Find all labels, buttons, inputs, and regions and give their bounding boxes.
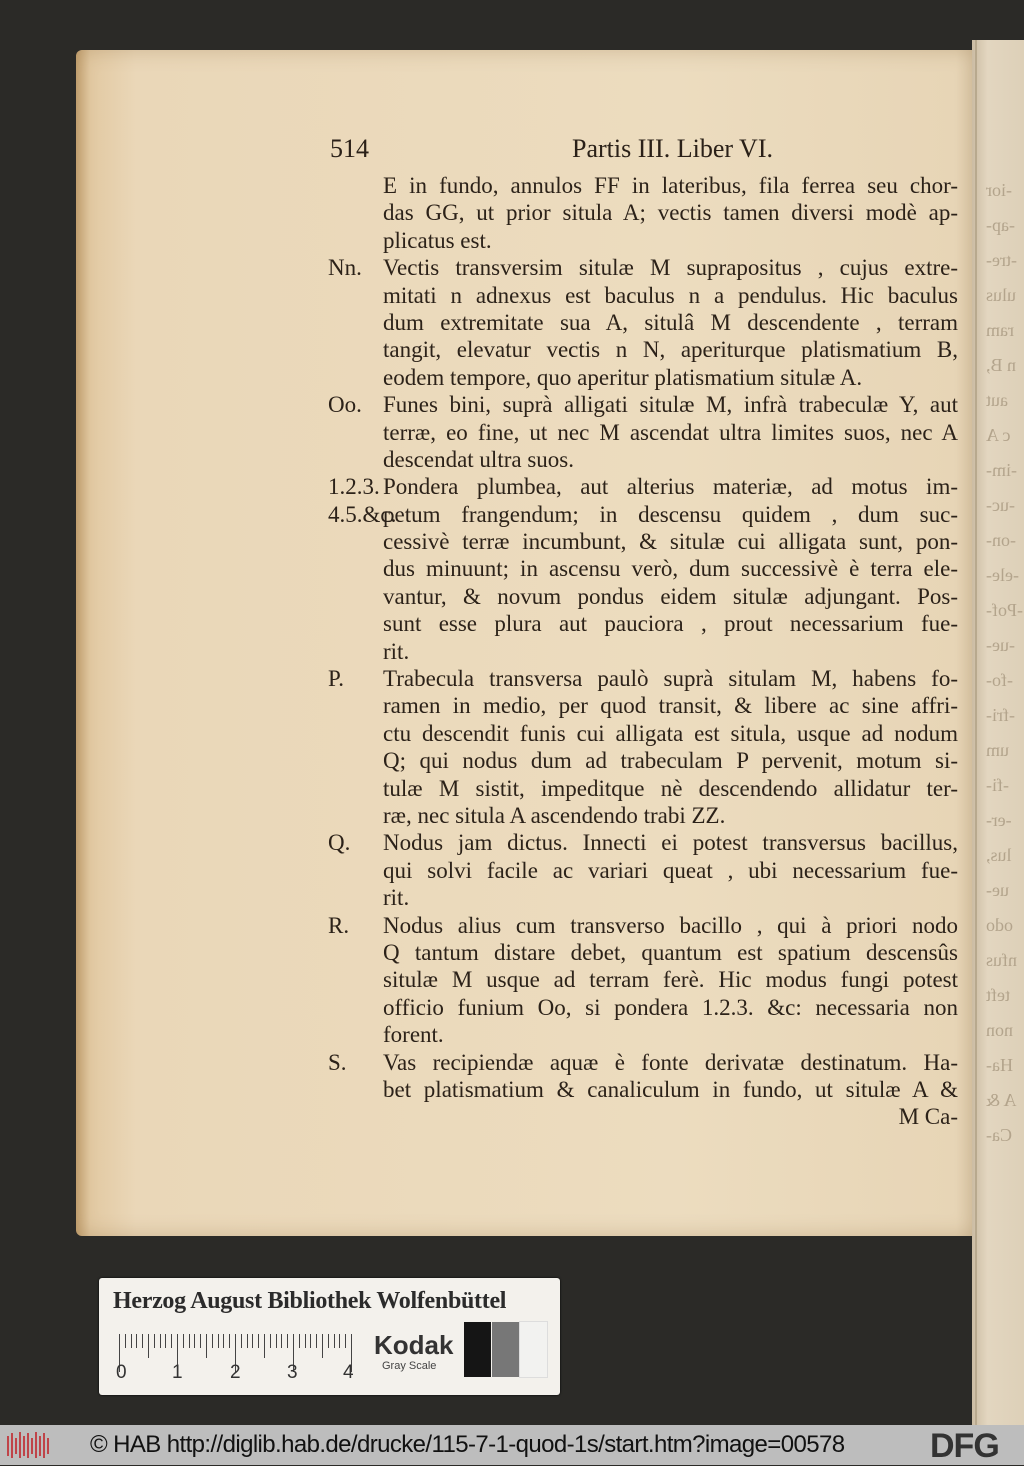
ruler-tick <box>258 1334 259 1348</box>
text-line <box>328 610 958 637</box>
text-line <box>328 692 958 719</box>
ruler-number: 2 <box>230 1362 241 1383</box>
white-swatch <box>520 1322 547 1377</box>
catchword-line <box>328 1103 958 1130</box>
line-text: dum extremitate sua A, situlâ M descendente , terram <box>383 309 958 335</box>
line-text: cessivè terræ incumbunt, & situlæ cui alligata sunt, pon- <box>383 529 958 555</box>
line-text: vantur, & novum pondus eidem situlæ adjungant. Pos- <box>383 583 958 609</box>
text-line <box>328 747 958 774</box>
line-text: mitati n adnexus est baculus n a pendulus. Hic baculus <box>383 282 958 308</box>
bleed-through-fragment: -im- <box>986 460 1017 480</box>
text-line <box>328 829 958 856</box>
ruler-tick <box>310 1334 311 1348</box>
text-line <box>328 802 958 829</box>
bleed-through-fragment: -ele- <box>986 565 1019 585</box>
line-text: officio funium Oo, si pondera 1.2.3. &c: necessaria non <box>383 994 958 1020</box>
page-gutter <box>975 40 977 1425</box>
line-text: Q tantum distare debet, quantum est spatium descensûs <box>383 939 958 965</box>
bleed-through-fragment: -Pof- <box>986 600 1023 620</box>
ruler-tick <box>270 1334 271 1348</box>
bleed-through-fragment: -uc- <box>986 495 1015 515</box>
black-swatch <box>464 1322 491 1377</box>
running-head-title: Partis III. Liber VI. <box>572 134 773 163</box>
line-text: descendat ultra suos. <box>383 446 574 472</box>
ruler-tick <box>276 1334 277 1348</box>
dfg-logo: DFG <box>930 1427 999 1465</box>
text-line <box>328 884 958 911</box>
bleed-through-fragment: -on- <box>986 530 1016 550</box>
bleed-through-fragment: -er- <box>986 810 1012 830</box>
text-line <box>328 364 958 391</box>
bleed-through-fragment: Ha- <box>986 1055 1013 1075</box>
text-line <box>328 939 958 966</box>
bleed-through-fragment: aut <box>986 390 1008 410</box>
text-line <box>328 665 958 692</box>
ruler-tick <box>142 1334 143 1348</box>
line-text: qui solvi facile ac variari queat , ubi necessarium fue- <box>383 857 958 883</box>
line-text: ctu descendit funis cui alligata est situla, usque ad nodum <box>383 720 958 746</box>
ruler-tick <box>305 1334 306 1348</box>
line-text: ræ, nec situla A ascendendo trabi ZZ. <box>383 802 726 828</box>
text-line <box>328 501 958 528</box>
line-text: rit. <box>383 638 410 664</box>
text-line <box>328 857 958 884</box>
line-text: eodem tempore, quo aperitur platismatium situlæ A. <box>383 364 863 390</box>
ruler-tick <box>339 1334 340 1348</box>
ruler-tick <box>218 1334 219 1348</box>
text-line <box>328 638 958 665</box>
line-text: M Ca- <box>898 1104 958 1130</box>
ruler-tick <box>212 1334 213 1348</box>
body-text <box>328 172 958 1131</box>
gray-swatch <box>492 1322 519 1377</box>
bleed-through-fragment: teft <box>986 985 1010 1005</box>
ruler-tick <box>328 1334 329 1348</box>
text-line <box>328 419 958 446</box>
entry-label: S. <box>328 1049 347 1075</box>
line-text: E in fundo, annulos FF in lateribus, fila ferrea seu chor- <box>383 173 958 198</box>
text-line <box>328 446 958 473</box>
ruler-number: 1 <box>172 1362 183 1383</box>
entry-label: 1.2.3. <box>328 474 380 500</box>
text-line <box>328 1076 958 1103</box>
ruler-tick <box>223 1334 224 1348</box>
library-name: Herzog August Bibliothek Wolfenbüttel <box>113 1288 507 1314</box>
ruler-tick <box>189 1334 190 1348</box>
ruler-tick <box>287 1334 288 1348</box>
line-text: terræ, eo fine, ut nec M ascendat ultra limites suos, nec A <box>383 419 958 445</box>
running-head <box>330 134 955 168</box>
bleed-through-fragment: -fi- <box>986 775 1009 795</box>
line-text: Nodus alius cum transverso bacillo , qui à priori nodo <box>383 912 958 938</box>
ruler-tick <box>281 1334 282 1348</box>
bleed-through-fragment: ue- <box>986 880 1009 900</box>
ruler-number: 3 <box>287 1362 298 1383</box>
ruler-tick <box>194 1334 195 1348</box>
ruler-tick <box>247 1334 248 1348</box>
ruler-tick <box>125 1334 126 1348</box>
next-page-edge <box>972 40 1024 1425</box>
bleed-through-fragment: c A <box>986 425 1011 445</box>
bleed-through-fragment: -ap- <box>986 215 1015 235</box>
ruler-tick <box>200 1334 201 1348</box>
ruler-tick <box>171 1334 172 1348</box>
line-text: bet platismatium & canaliculum in fundo, ut situlæ A & <box>383 1076 958 1102</box>
line-text: tulæ M sistit, impeditque nè descendendo allidatur ter- <box>383 775 958 801</box>
bleed-through-fragment: -fo- <box>986 670 1013 690</box>
scale-card <box>99 1278 560 1395</box>
line-text: rit. <box>383 885 410 911</box>
line-text: plicatus est. <box>383 227 492 253</box>
bleed-through-fragment: Ca- <box>986 1125 1012 1145</box>
ruler-tick <box>148 1334 149 1358</box>
ruler-tick <box>299 1334 300 1348</box>
bleed-through-fragment: -ue- <box>986 635 1015 655</box>
bleed-through-fragment: ulus <box>986 285 1017 305</box>
footer-bar <box>0 1425 1024 1465</box>
ruler-number: 0 <box>116 1362 127 1383</box>
text-line <box>328 227 958 254</box>
text-line <box>328 309 958 336</box>
line-text: Funes bini, suprà alligati situlæ M, infrà trabeculæ Y, aut <box>383 392 958 418</box>
text-line <box>328 473 958 500</box>
ruler-tick <box>345 1334 346 1348</box>
ruler-tick <box>241 1334 242 1348</box>
text-line <box>328 912 958 939</box>
kodak-logo: Kodak <box>374 1330 454 1360</box>
text-line <box>328 282 958 309</box>
text-line <box>328 336 958 363</box>
ruler-tick <box>131 1334 132 1348</box>
text-line <box>328 583 958 610</box>
line-text: tangit, elevatur vectis n N, aperiturque platismatium B, <box>383 337 958 363</box>
entry-label: Nn. <box>328 255 362 281</box>
text-line <box>328 172 958 199</box>
line-text: sunt esse plura aut pauciora , prout necessarium fue- <box>383 611 958 637</box>
line-text: situlæ M usque ad terram ferè. Hic modus fungi potest <box>383 967 958 993</box>
bleed-through-fragment: ram <box>986 320 1014 340</box>
text-line <box>328 966 958 993</box>
text-line <box>328 555 958 582</box>
text-line <box>328 1021 958 1048</box>
ruler-tick <box>322 1334 323 1358</box>
ruler-tick <box>165 1334 166 1348</box>
bleed-through-fragment: A & <box>986 1090 1017 1110</box>
bleed-through-fragment: non <box>986 1020 1013 1040</box>
line-text: Vectis transversim situlæ M suprapositus , cujus extre- <box>383 255 958 281</box>
bleed-through-fragment: -ior <box>986 180 1012 200</box>
text-line <box>328 528 958 555</box>
entry-label: Oo. <box>328 392 362 418</box>
line-text: Pondera plumbea, aut alterius materiæ, ad motus im- <box>383 474 958 500</box>
entry-label: P. <box>328 666 344 692</box>
hab-barcode-logo-icon <box>6 1430 50 1460</box>
ruler-number: 4 <box>343 1362 354 1383</box>
page-number: 514 <box>330 134 369 163</box>
line-text: Trabecula transversa paulò suprà situlam M, habens fo- <box>383 666 958 692</box>
entry-label: 4.5.&c. <box>328 501 397 527</box>
text-line <box>328 775 958 802</box>
line-text: ramen in medio, per quod transit, & libere ac sine affri- <box>383 693 958 719</box>
entry-label: Q. <box>328 830 351 856</box>
ruler-tick <box>160 1334 161 1348</box>
ruler-tick <box>229 1334 230 1348</box>
ruler-tick <box>206 1334 207 1358</box>
bleed-through-fragment: lus, <box>986 845 1012 865</box>
ruler-tick <box>154 1334 155 1348</box>
ruler-tick <box>252 1334 253 1348</box>
line-text: das GG, ut prior situla A; vectis tamen diversi modè ap- <box>383 200 958 226</box>
ruler-tick <box>183 1334 184 1348</box>
ruler-tick <box>334 1334 335 1348</box>
line-text: Vas recipiendæ aquæ è fonte derivatæ destinatum. Ha- <box>383 1049 958 1075</box>
bleed-through-fragment: odo <box>986 915 1013 935</box>
bleed-through-fragment: -fri- <box>986 705 1015 725</box>
ruler-tick <box>136 1334 137 1348</box>
ruler-tick <box>264 1334 265 1358</box>
line-text: Q; qui nodus dum ad trabeculam P pervenit, motum si- <box>383 748 958 774</box>
text-line <box>328 1049 958 1076</box>
line-text: Nodus jam dictus. Innecti ei potest transversus bacillus, <box>383 830 958 856</box>
text-line <box>328 994 958 1021</box>
line-text: petum frangendum; in descensu quidem , dum suc- <box>383 501 958 527</box>
bleed-through-fragment: um <box>986 740 1010 760</box>
line-text: forent. <box>383 1022 444 1048</box>
ruler-tick <box>316 1334 317 1348</box>
line-text: dus minuunt; in ascensu verò, dum successivè è terra ele- <box>383 556 958 582</box>
bleed-through-fragment: -tre- <box>986 250 1017 270</box>
text-line <box>328 254 958 281</box>
text-line <box>328 720 958 747</box>
bleed-through-fragment: n B, <box>986 355 1017 375</box>
bleed-through-fragment: nfus <box>986 950 1017 970</box>
text-line <box>328 199 958 226</box>
entry-label: R. <box>328 912 350 938</box>
gray-scale-label: Gray Scale <box>382 1360 437 1372</box>
copyright-link[interactable]: © HAB http://diglib.hab.de/drucke/115-7-1-quod-1s/start.htm?image=00578 <box>90 1431 845 1458</box>
text-line <box>328 391 958 418</box>
